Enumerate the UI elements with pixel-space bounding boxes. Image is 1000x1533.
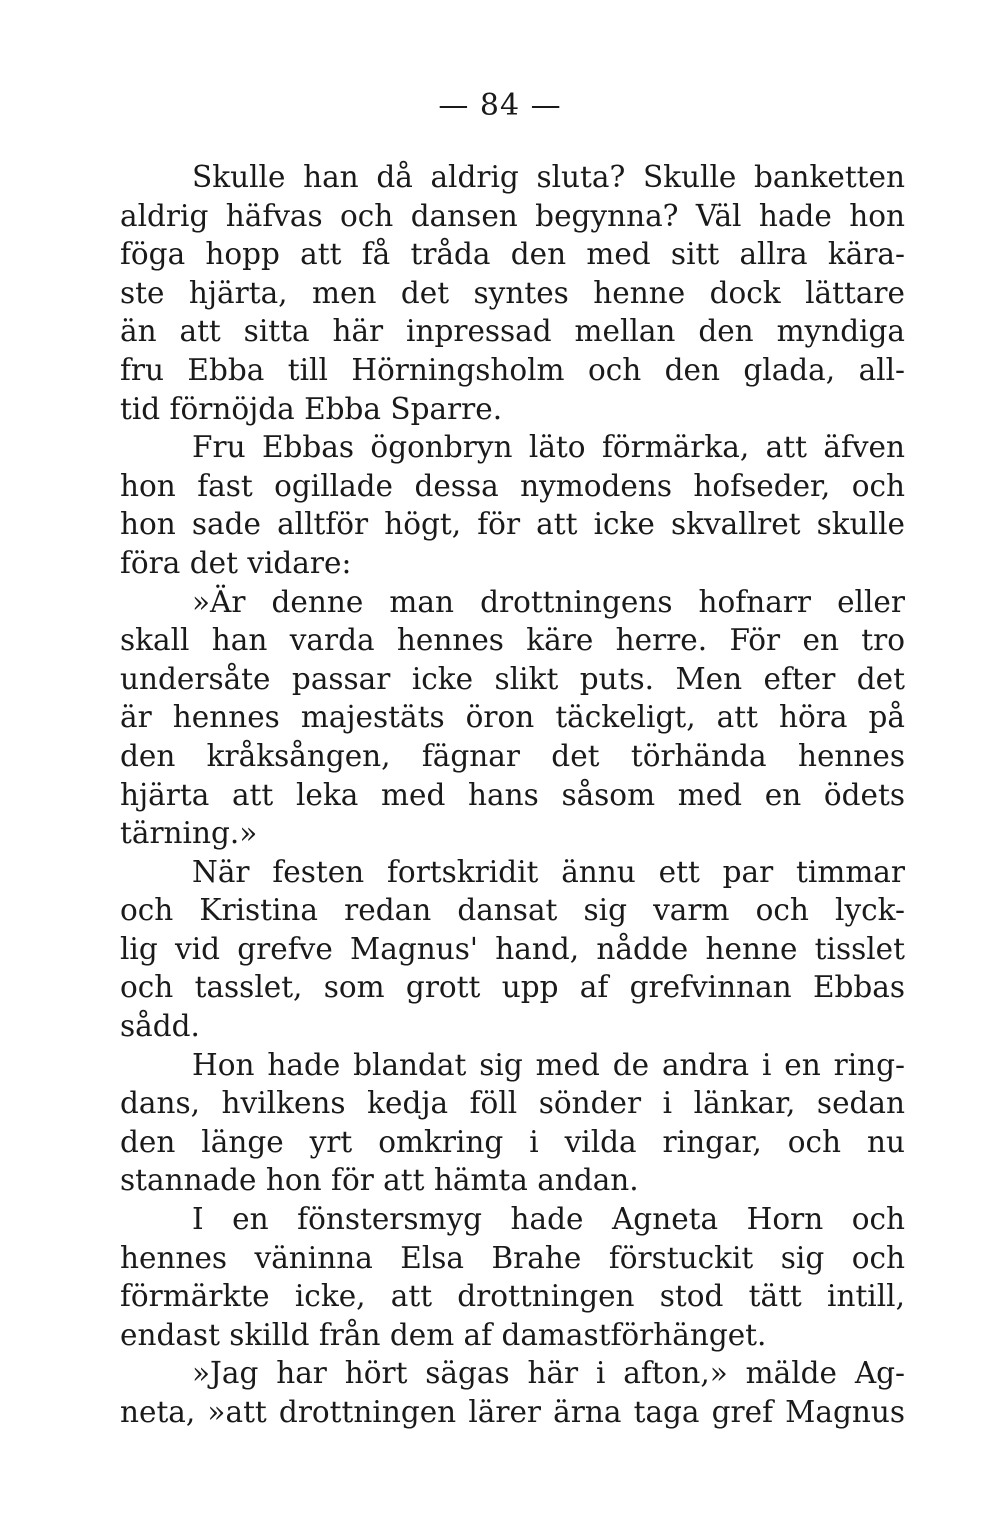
text-line: tärning.» [120,816,258,851]
text-line: endast skilld från dem af damastförhänget. [120,1317,767,1352]
text-line: förmärkte icke, att drottningen stod tätt intill, [120,1279,905,1314]
text-line: och Kristina redan dansat sig varm och lyck- [120,893,905,928]
text-line: Fru Ebbas ögonbryn läto förmärka, att äfven [192,430,905,465]
text-line: aldrig häfvas och dansen begynna? Väl hade hon [120,198,905,233]
text-line: hennes väninna Elsa Brahe förstuckit sig och [120,1240,905,1275]
text-line: hon fast ogillade dessa nymodens hofseder, och [120,468,905,503]
text-line: ste hjärta, men det syntes henne dock lättare [120,275,905,310]
text-line: än att sitta här inpressad mellan den myndiga [120,314,905,349]
text-line: hjärta att leka med hans såsom med en ödets [120,777,905,812]
text-line: fru Ebba till Hörningsholm och den glada, all- [120,352,905,387]
text-line: tid förnöjda Ebba Sparre. [120,391,503,426]
text-line: Skulle han då aldrig sluta? Skulle banketten [192,160,905,194]
text-line: neta, »att drottningen lärer ärna taga gref Magnus [120,1395,905,1429]
text-line: den länge yrt omkring i vilda ringar, och nu [120,1124,905,1159]
page-number: — 84 — [438,88,562,123]
text-line: lig vid grefve Magnus' hand, nådde henne tisslet [120,931,905,966]
text-line: och tasslet, som grott upp af grefvinnan Ebbas [120,970,905,1005]
text-line: sådd. [120,1009,200,1044]
text-line: föra det vidare: [120,545,352,580]
text-line: den kråksången, fägnar det törhända hennes [120,738,905,773]
text-line: dans, hvilkens kedja föll sönder i länkar, sedan [120,1086,905,1121]
text-line: föga hopp att få tråda den med sitt allra kära- [120,237,905,272]
text-line: När festen fortskridit ännu ett par timmar [192,854,905,889]
text-line: Hon hade blandat sig med de andra i en ring- [192,1047,905,1082]
text-line: »Jag har hört sägas här i afton,» mälde Ag- [192,1356,905,1391]
text-line: hon sade alltför högt, för att icke skvallret skulle [120,507,905,542]
text-line: undersåte passar icke slikt puts. Men efter det [120,661,905,696]
text-line: skall han varda hennes käre herre. För en tro [120,623,905,658]
text-line: »Är denne man drottningens hofnarr eller [192,584,905,619]
body-text [120,158,905,1432]
text-line: I en fönstersmyg hade Agneta Horn och [192,1202,905,1237]
text-line: stannade hon för att hämta andan. [120,1163,639,1198]
text-line: är hennes majestäts öron täckeligt, att höra på [120,700,905,735]
